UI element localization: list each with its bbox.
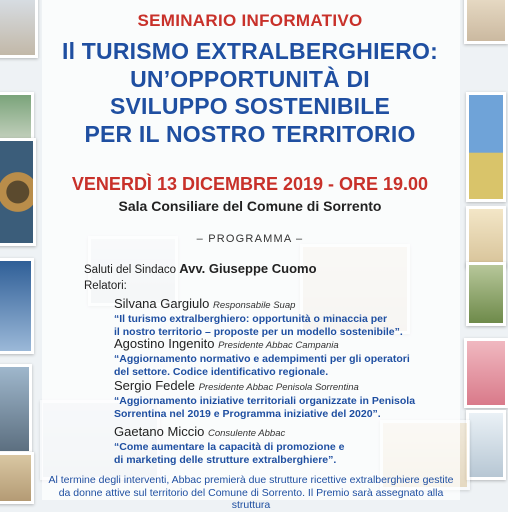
speaker-name: Gaetano Miccio	[114, 424, 205, 439]
seminar-title	[0, 38, 500, 148]
programma-heading: – PROGRAMMA –	[196, 233, 304, 245]
saluti-line	[84, 261, 317, 276]
speaker-talk: “Aggiornamento normativo e adempimenti per gli operatori	[114, 353, 410, 365]
title-line: UN’OPPORTUNITÀ DI	[130, 65, 370, 92]
title-line: SVILUPPO SOSTENIBILE	[109, 93, 391, 119]
speaker-name: Silvana Gargiulo	[114, 296, 210, 311]
speaker-role: Responsabile Suap	[213, 300, 296, 311]
speaker-item	[114, 378, 474, 420]
footer-line: da donne attive sul territorio del Comune di Sorrento. Il Premio sarà assegnato alla struttura	[58, 486, 444, 511]
title-line: PER IL NOSTRO TERRITORIO	[84, 120, 416, 147]
title-line: Il TURISMO EXTRALBERGHIERO:	[62, 38, 438, 64]
speaker-name: Agostino Ingenito	[114, 336, 215, 351]
speaker-item	[114, 296, 474, 338]
saluti-name: Avv. Giuseppe Cuomo	[179, 261, 317, 276]
speaker-talk: “Aggiornamento iniziative territoriali organizzate in Penisola	[114, 395, 416, 407]
speaker-talk: di marketing delle strutture extralberghiere”.	[114, 453, 337, 466]
speaker-role: Presidente Abbac Penisola Sorrentina	[198, 382, 359, 393]
event-date: VENERDÌ 13 DICEMBRE 2019 - ORE 19.00	[71, 174, 429, 194]
speaker-name: Sergio Fedele	[114, 378, 195, 393]
speaker-talk: Sorrentina nel 2019 e Programma iniziative del 2020”.	[114, 407, 381, 420]
speaker-talk: “Il turismo extralberghiero: opportunità o minaccia per	[114, 313, 388, 325]
speaker-talk: “Come aumentare la capacità di promozione e	[114, 441, 345, 453]
speaker-item	[114, 336, 474, 378]
speaker-role: Consulente Abbac	[207, 428, 286, 439]
saluti-label: Saluti del Sindaco	[84, 264, 177, 276]
seminar-kicker: SEMINARIO INFORMATIVO	[137, 11, 363, 30]
event-place: Sala Consiliare del Comune di Sorrento	[118, 198, 382, 214]
speaker-talk: il nostro territorio – proposte per un modello sostenibile”.	[114, 325, 403, 338]
footer-line: Al termine degli interventi, Abbac premierà due strutture ricettive extralberghiere gestite	[48, 474, 454, 486]
speaker-item	[114, 424, 474, 466]
footer-note	[42, 474, 460, 512]
speaker-talk: del settore. Codice identificativo regionale.	[114, 365, 329, 378]
relatori-label: Relatori:	[84, 280, 127, 292]
speaker-role: Presidente Abbac Campania	[218, 340, 339, 351]
